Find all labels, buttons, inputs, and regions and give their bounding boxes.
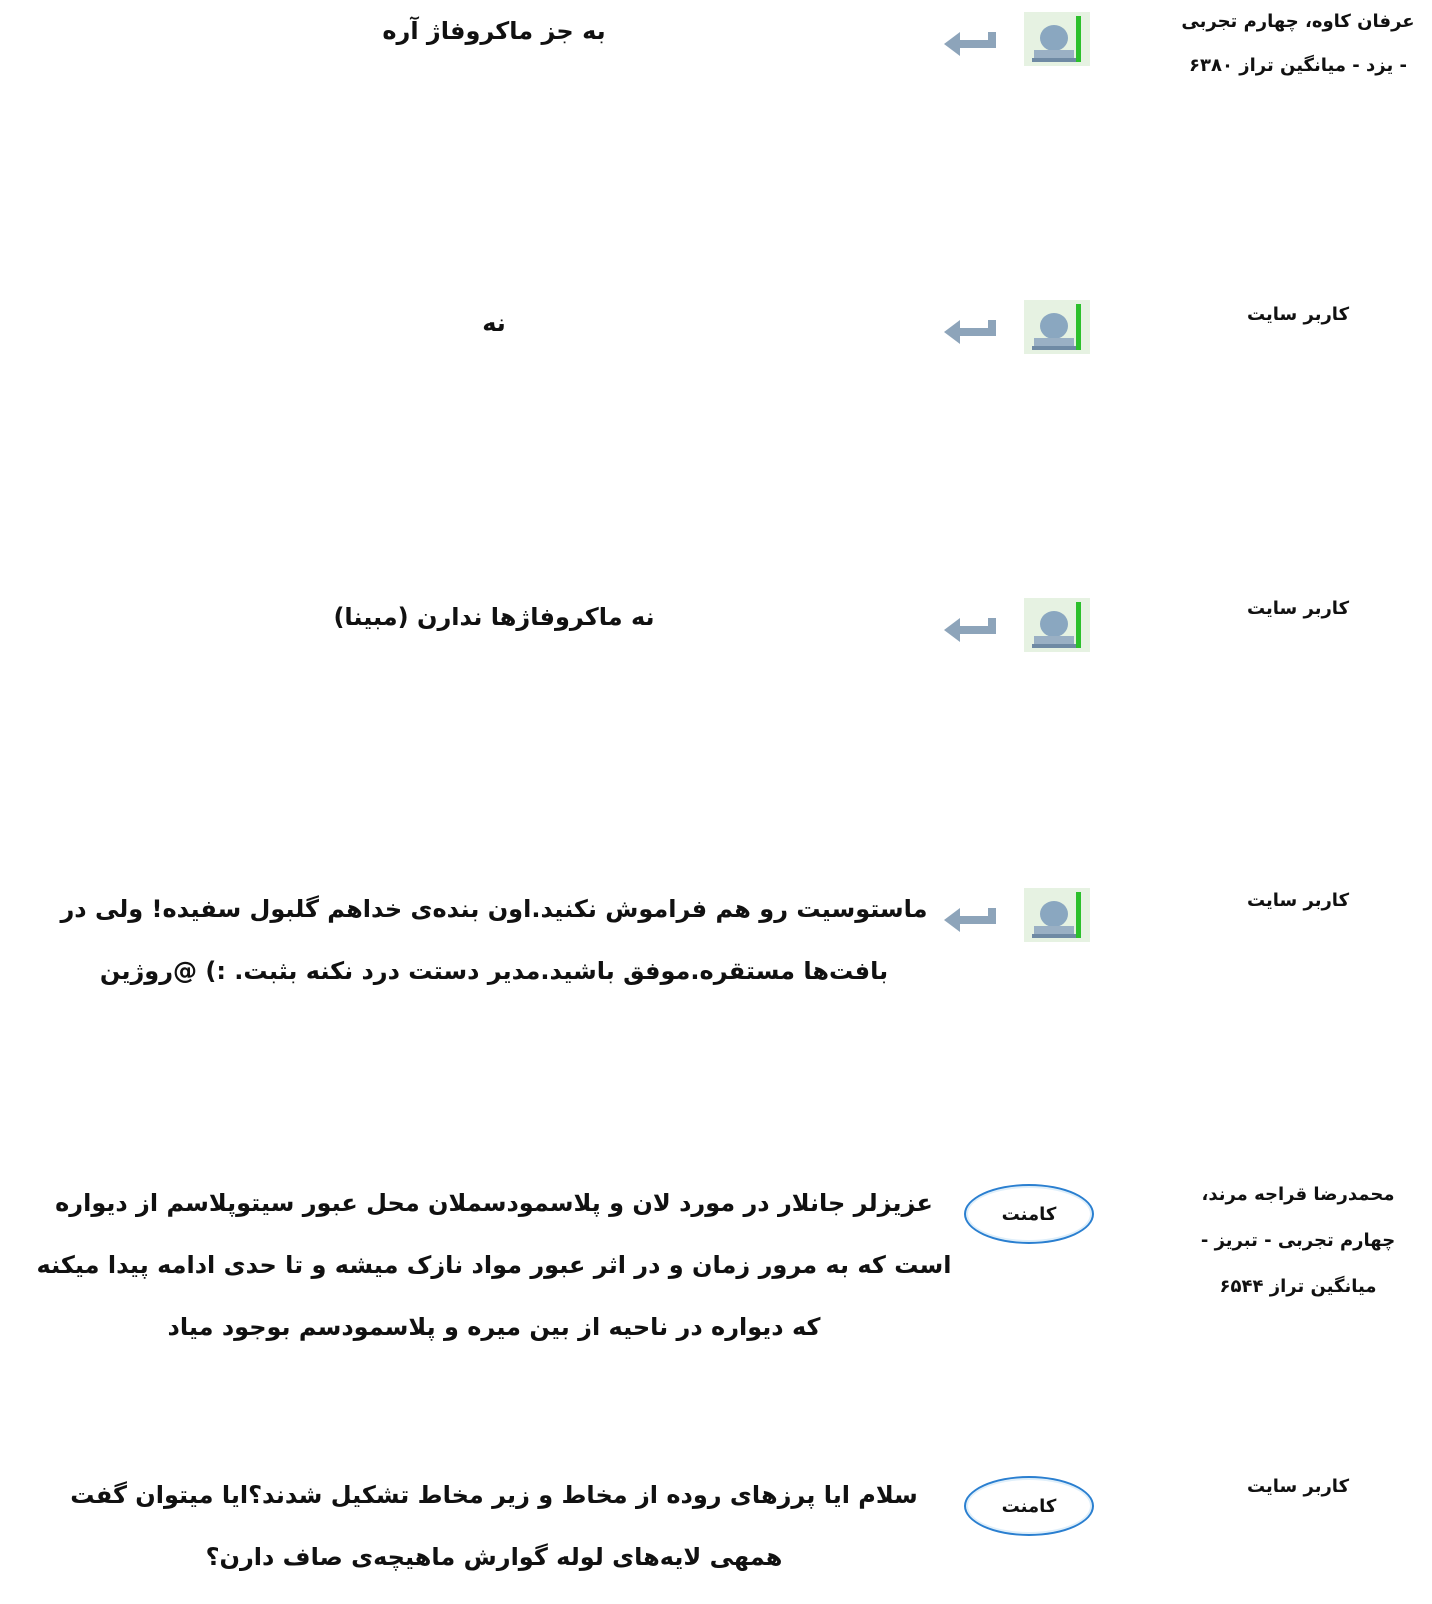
- comment-text: عزیزلر جانلار در مورد لان و پلاسمودسملان محل عبور سیتوپلاسم از دیواره است که به مرور زمان و در اثر عبور مواد نازک میشه و تا حدی ادامه پیدا میکنه که دیواره در ناحیه از بین میره و پلاسمودسم بوجود میاد: [36, 1189, 952, 1341]
- comment-text: به جز ماکروفاژ آره: [382, 17, 606, 45]
- author-name: کاربر سایت: [1246, 304, 1350, 325]
- user-reply-icon[interactable]: [1022, 8, 1092, 70]
- comment-text: نه ماکروفاژها ندارن (مبینا): [333, 603, 655, 631]
- reply-action[interactable]: [942, 292, 1092, 362]
- author-name: عرفان کاوه، چهارم تجربی - یزد - میانگین تراز ۶۳۸۰: [1181, 11, 1415, 76]
- user-reply-icon[interactable]: [1022, 594, 1092, 656]
- reply-action[interactable]: [942, 4, 1092, 74]
- author-name: محمدرضا قراجه مرند، چهارم تجربی - تبریز - میانگین تراز ۶۵۴۴: [1200, 1184, 1396, 1297]
- reply-action[interactable]: [942, 880, 1092, 950]
- user-reply-icon[interactable]: [1022, 884, 1092, 946]
- comment-button[interactable]: کامنت: [964, 1476, 1094, 1536]
- comment-text: نه: [482, 309, 506, 337]
- author-name: کاربر سایت: [1246, 890, 1350, 911]
- user-reply-icon[interactable]: [1022, 296, 1092, 358]
- author-name: کاربر سایت: [1246, 1476, 1350, 1497]
- comment-text: سلام ایا پرزهای روده از مخاط و زیر مخاط تشکیل شدند؟ایا میتوان گفت همهی لایه‌های لوله گوارش ماهیچه‌ی صاف دارن؟: [70, 1481, 918, 1571]
- comment-button[interactable]: کامنت: [964, 1184, 1094, 1244]
- author-name: کاربر سایت: [1246, 598, 1350, 619]
- comment-text: ماستوسیت رو هم فراموش نکنید.اون بنده‌ی خداهم گلبول سفیده! ولی در بافت‌ها مستقره.موفق باشید.مدیر دستت درد نکنه بثبت. :) @روژین: [60, 895, 928, 985]
- reply-action[interactable]: [942, 590, 1092, 660]
